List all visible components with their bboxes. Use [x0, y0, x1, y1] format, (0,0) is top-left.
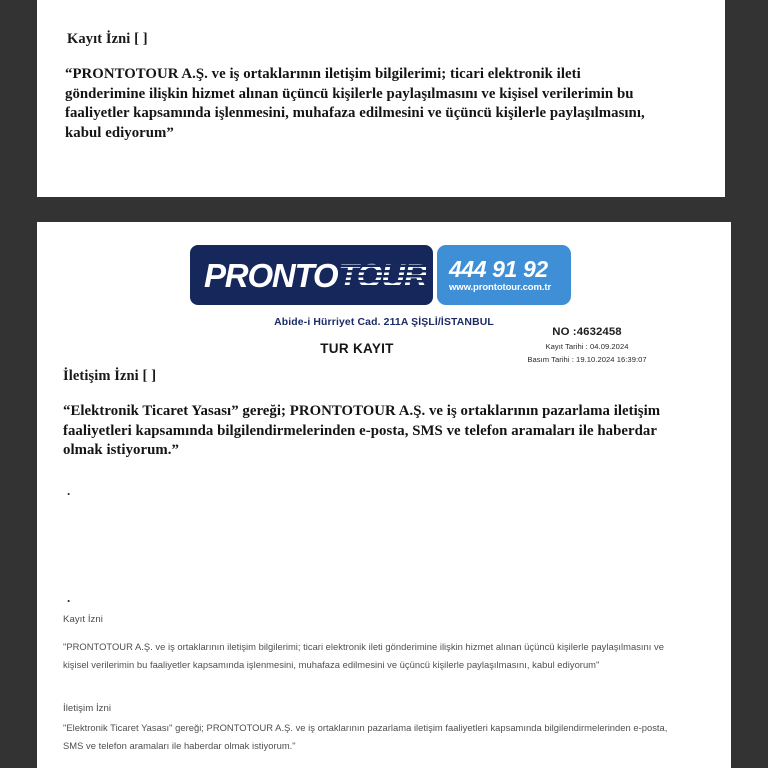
iletisim-izni-paragraph: “Elektronik Ticaret Yasası” gereği; PRONTOTOUR A.Ş. ve iş ortaklarının pazarlama iletişim faaliyetleri kapsamında bilgilendirmelerinden e-posta, SMS ve telefon aramaları ile haberdar olmak istiyorum.” — [63, 403, 661, 459]
print-date: Basım Tarihi : 19.10.2024 16:39:07 — [527, 355, 647, 364]
footer-block-text: "PRONTOTOUR A.Ş. ve iş ortaklarının iletişim bilgilerimi; ticari elektronik ileti gönderimine ilişkin hizmet alınan üçüncü kişilerle paylaşılmasını ve kişisel verilerimin bu faaliyetler kapsamında işlenmesini, muhafaza edilmesini ve üçüncü kişilerle paylaşılmasını, kabul ediyorum" — [63, 641, 664, 670]
logo-word-tour: TOUR — [338, 257, 427, 294]
logo-word-pronto: PRONTO — [204, 257, 338, 294]
kayit-izni-heading: Kayıt İzni [ ] — [67, 31, 148, 47]
footer-block-title: Kayıt İzni — [63, 614, 103, 625]
document-page-1 — [37, 0, 725, 197]
logo-navy-panel — [190, 245, 433, 305]
page-title: TUR KAYIT — [320, 341, 394, 356]
document-page-2 — [37, 222, 731, 768]
kayit-izni-paragraph: “PRONTOTOUR A.Ş. ve iş ortaklarının iletişim bilgilerimi; ticari elektronik ileti gönderimine ilişkin hizmet alınan üçüncü kişilerle paylaşılmasını ve kişisel verilerimin bu faaliyetler kapsamında işlenmesini, muhafaza edilmesini ve üçüncü kişilerle paylaşılmasını, kabul ediyorum” — [65, 66, 645, 141]
company-address: Abide-i Hürriyet Cad. 211A ŞİŞLİ/İSTANBUL — [274, 317, 494, 328]
signature-mark-one: . — [67, 483, 71, 498]
logo-blue-panel — [437, 245, 571, 305]
iletisim-izni-heading: İletişim İzni [ ] — [63, 368, 157, 384]
prontotour-logo — [190, 245, 571, 305]
signature-mark-two: . — [67, 590, 71, 605]
footer-block-kayit-izni — [63, 614, 669, 673]
logo-wordmark — [204, 257, 426, 295]
record-number: NO :4632458 — [552, 326, 622, 338]
record-date: Kayıt Tarihi : 04.09.2024 — [545, 342, 629, 351]
footer-block-text: "Elektronik Ticaret Yasası" gereği; PRONTOTOUR A.Ş. ve iş ortaklarının pazarlama iletişim faaliyetleri kapsamında bilgilendirmelerinden e-posta, SMS ve telefon aramaları ile haberdar olmak istiyorum." — [63, 722, 668, 751]
logo-website: www.prontotour.com.tr — [449, 282, 552, 293]
logo-phone-number: 444 91 92 — [449, 256, 548, 282]
footer-block-iletisim-izni — [63, 703, 669, 754]
record-meta-block — [487, 326, 687, 368]
footer-block-title: İletişim İzni — [63, 703, 112, 714]
